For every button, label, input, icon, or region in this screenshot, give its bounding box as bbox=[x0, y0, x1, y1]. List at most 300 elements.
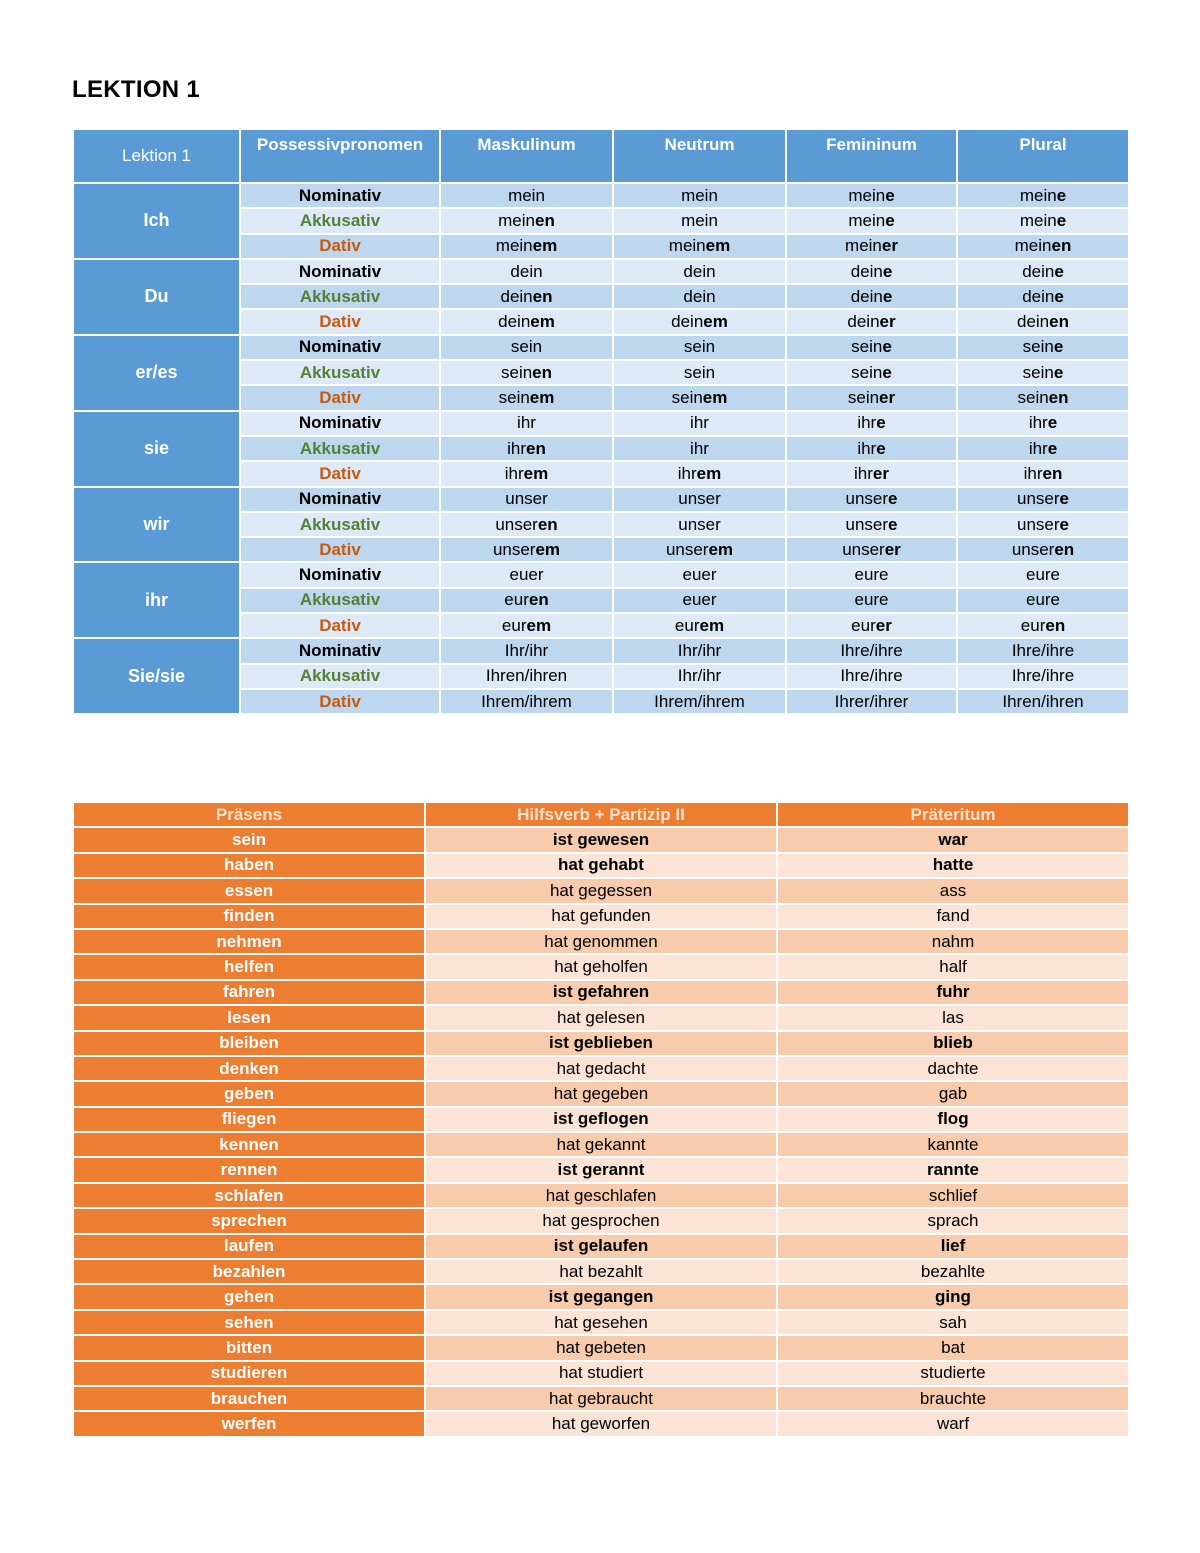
pronoun-cell bbox=[440, 411, 613, 436]
case-cell bbox=[240, 487, 440, 512]
infinitive-cell: denken bbox=[73, 1056, 425, 1081]
pronoun-stem: sein bbox=[851, 362, 883, 382]
pronoun-cell bbox=[786, 234, 957, 259]
pronoun-stem: eur bbox=[851, 615, 876, 635]
perfect-cell: ist geflogen bbox=[425, 1107, 777, 1132]
pronoun-cell bbox=[786, 259, 957, 284]
pronoun-stem: eur bbox=[501, 615, 527, 635]
pronoun-cell bbox=[613, 259, 786, 284]
table-row bbox=[73, 1411, 1129, 1436]
pronoun-stem: sein bbox=[847, 388, 880, 408]
perfect-cell: hat gegessen bbox=[425, 878, 777, 903]
pronoun-cell bbox=[786, 208, 957, 233]
pronoun-cell bbox=[786, 537, 957, 562]
pronoun-cell bbox=[613, 664, 786, 689]
table-row bbox=[73, 638, 1129, 663]
pronoun-ending: e bbox=[1059, 514, 1069, 534]
pronoun-cell bbox=[613, 411, 786, 436]
pronoun-stem: unser bbox=[1011, 539, 1055, 559]
case-cell bbox=[240, 234, 440, 259]
pronoun-stem: mein bbox=[848, 210, 886, 230]
pronoun-stem: Ihre/ihre bbox=[1011, 666, 1075, 686]
preterite-cell: nahm bbox=[777, 929, 1129, 954]
table-row bbox=[73, 411, 1129, 436]
pronoun-stem: dein bbox=[683, 261, 716, 281]
perfect-cell: hat bezahlt bbox=[425, 1259, 777, 1284]
pronoun-cell bbox=[613, 183, 786, 208]
case-label: Nominativ bbox=[298, 640, 382, 660]
infinitive-cell: laufen bbox=[73, 1234, 425, 1259]
case-label: Dativ bbox=[319, 615, 361, 635]
pronoun-cell bbox=[786, 436, 957, 461]
pronoun-ending: e bbox=[1053, 362, 1064, 382]
pronoun-ending: em bbox=[526, 615, 552, 635]
column-header: Plural bbox=[957, 129, 1129, 183]
infinitive-cell: gehen bbox=[73, 1284, 425, 1309]
pronoun-stem: sein bbox=[851, 337, 883, 357]
pronoun-cell bbox=[613, 689, 786, 714]
column-header: Hilfsverb + Partizip II bbox=[425, 802, 777, 827]
case-cell bbox=[240, 638, 440, 663]
pronoun-cell bbox=[957, 537, 1129, 562]
pronoun-cell bbox=[440, 664, 613, 689]
column-header: Femininum bbox=[786, 129, 957, 183]
case-label: Akkusativ bbox=[299, 286, 381, 306]
pronoun-stem: dein bbox=[498, 312, 531, 332]
perfect-cell: ist gelaufen bbox=[425, 1234, 777, 1259]
pronoun-ending: en bbox=[537, 514, 558, 534]
infinitive-cell: sein bbox=[73, 827, 425, 852]
pronoun-cell bbox=[440, 436, 613, 461]
person-cell: Sie/sie bbox=[73, 638, 240, 714]
pronoun-cell bbox=[786, 335, 957, 360]
pronoun-stem: dein bbox=[1022, 286, 1055, 306]
pronoun-cell bbox=[613, 512, 786, 537]
table-row bbox=[73, 1310, 1129, 1335]
case-label: Nominativ bbox=[298, 565, 382, 585]
infinitive-cell: bleiben bbox=[73, 1031, 425, 1056]
case-label: Dativ bbox=[319, 312, 361, 332]
pronoun-stem: ihr bbox=[1023, 463, 1043, 483]
pronoun-cell bbox=[957, 335, 1129, 360]
preterite-cell: kannte bbox=[777, 1132, 1129, 1157]
preterite-cell: gab bbox=[777, 1081, 1129, 1106]
preterite-cell: schlief bbox=[777, 1183, 1129, 1208]
pronoun-cell bbox=[613, 461, 786, 486]
table-row bbox=[73, 487, 1129, 512]
pronoun-ending: e bbox=[888, 489, 898, 509]
pronoun-ending: em bbox=[532, 236, 558, 256]
infinitive-cell: bitten bbox=[73, 1335, 425, 1360]
table-row bbox=[73, 1284, 1129, 1309]
pronoun-cell bbox=[786, 309, 957, 334]
pronoun-cell bbox=[786, 183, 957, 208]
case-label: Nominativ bbox=[298, 489, 382, 509]
pronoun-stem: mein bbox=[1014, 236, 1052, 256]
pronoun-stem: euer bbox=[682, 565, 717, 585]
pronoun-stem: ihr bbox=[517, 413, 536, 433]
pronoun-cell bbox=[786, 360, 957, 385]
table-row bbox=[73, 1335, 1129, 1360]
preterite-cell: bezahlte bbox=[777, 1259, 1129, 1284]
perfect-cell: ist gewesen bbox=[425, 827, 777, 852]
pronoun-stem: dein bbox=[850, 286, 883, 306]
pronoun-stem: mein bbox=[495, 236, 533, 256]
case-cell bbox=[240, 512, 440, 537]
pronoun-ending: er bbox=[881, 236, 898, 256]
pronoun-stem: mein bbox=[498, 210, 535, 230]
perfect-cell: hat gehabt bbox=[425, 853, 777, 878]
table-row bbox=[73, 929, 1129, 954]
pronoun-stem: sein bbox=[671, 388, 703, 408]
pronoun-ending: em bbox=[705, 236, 731, 256]
pronoun-stem: sein bbox=[498, 388, 530, 408]
pronoun-cell bbox=[613, 360, 786, 385]
pronoun-stem: eur bbox=[504, 590, 529, 610]
case-label: Dativ bbox=[319, 388, 361, 408]
perfect-cell: ist gegangen bbox=[425, 1284, 777, 1309]
perfect-cell: ist geblieben bbox=[425, 1031, 777, 1056]
pronoun-cell bbox=[957, 638, 1129, 663]
pronoun-stem: ihr bbox=[857, 438, 877, 458]
pronoun-cell bbox=[957, 411, 1129, 436]
perfect-cell: hat gekannt bbox=[425, 1132, 777, 1157]
pronoun-cell bbox=[440, 234, 613, 259]
perfect-cell: ist gerannt bbox=[425, 1157, 777, 1182]
table-row bbox=[73, 1234, 1129, 1259]
infinitive-cell: brauchen bbox=[73, 1386, 425, 1411]
pronoun-ending: e bbox=[882, 261, 893, 281]
perfect-cell: hat gegeben bbox=[425, 1081, 777, 1106]
column-header: Präteritum bbox=[777, 802, 1129, 827]
pronoun-cell bbox=[440, 335, 613, 360]
case-cell bbox=[240, 664, 440, 689]
pronoun-stem: ihr bbox=[854, 463, 873, 483]
case-cell bbox=[240, 183, 440, 208]
preterite-cell: blieb bbox=[777, 1031, 1129, 1056]
pronoun-ending: er bbox=[875, 615, 892, 635]
preterite-cell: studierte bbox=[777, 1361, 1129, 1386]
pronoun-stem: Ihr/ihr bbox=[677, 666, 722, 686]
case-label: Akkusativ bbox=[299, 362, 381, 382]
pronoun-ending: en bbox=[532, 362, 553, 382]
pronoun-stem: unser bbox=[845, 489, 889, 509]
perfect-cell: hat gebraucht bbox=[425, 1386, 777, 1411]
pronoun-ending: em bbox=[699, 615, 725, 635]
pronoun-ending: e bbox=[1056, 210, 1067, 230]
pronoun-cell bbox=[440, 562, 613, 587]
pronoun-ending: en bbox=[1048, 388, 1069, 408]
pronoun-cell bbox=[786, 664, 957, 689]
pronoun-ending: e bbox=[882, 362, 892, 382]
preterite-cell: bat bbox=[777, 1335, 1129, 1360]
pronoun-cell bbox=[957, 259, 1129, 284]
pronoun-cell bbox=[440, 537, 613, 562]
case-cell bbox=[240, 461, 440, 486]
pronoun-ending: e bbox=[876, 438, 886, 458]
table-row bbox=[73, 1005, 1129, 1030]
perfect-cell: hat studiert bbox=[425, 1361, 777, 1386]
column-header: Possessivpronomen bbox=[240, 129, 440, 183]
pronoun-stem: unser bbox=[845, 514, 889, 534]
pronoun-stem: euer bbox=[682, 590, 717, 610]
pronoun-stem: sein bbox=[1022, 337, 1054, 357]
case-label: Akkusativ bbox=[299, 590, 381, 610]
pronoun-stem: Ihre/ihre bbox=[840, 666, 903, 686]
pronoun-stem: ihr bbox=[690, 438, 709, 458]
perfect-cell: hat gedacht bbox=[425, 1056, 777, 1081]
pronoun-ending: e bbox=[885, 185, 895, 205]
pronoun-ending: e bbox=[885, 210, 895, 230]
pronoun-ending: en bbox=[532, 286, 553, 306]
perfect-cell: hat geworfen bbox=[425, 1411, 777, 1436]
column-header: Maskulinum bbox=[440, 129, 613, 183]
pronoun-stem: sein bbox=[1022, 362, 1054, 382]
case-label: Dativ bbox=[319, 236, 361, 256]
case-cell bbox=[240, 537, 440, 562]
pronoun-cell bbox=[613, 234, 786, 259]
pronoun-cell bbox=[613, 613, 786, 638]
infinitive-cell: rennen bbox=[73, 1157, 425, 1182]
case-label: Akkusativ bbox=[299, 210, 381, 230]
infinitive-cell: werfen bbox=[73, 1411, 425, 1436]
case-cell bbox=[240, 588, 440, 613]
pronoun-cell bbox=[786, 461, 957, 486]
pronoun-cell bbox=[786, 385, 957, 410]
preterite-cell: war bbox=[777, 827, 1129, 852]
case-label: Dativ bbox=[319, 691, 361, 711]
pronoun-cell bbox=[957, 588, 1129, 613]
preterite-cell: sprach bbox=[777, 1208, 1129, 1233]
pronoun-cell bbox=[957, 234, 1129, 259]
perfect-cell: ist gefahren bbox=[425, 980, 777, 1005]
pronoun-stem: unser bbox=[842, 539, 885, 559]
pronoun-ending: e bbox=[1053, 337, 1064, 357]
pronoun-cell bbox=[440, 208, 613, 233]
preterite-cell: fand bbox=[777, 904, 1129, 929]
pronoun-ending: e bbox=[888, 514, 898, 534]
preterite-cell: las bbox=[777, 1005, 1129, 1030]
pronoun-stem: dein bbox=[1022, 261, 1055, 281]
pronoun-ending: e bbox=[882, 286, 893, 306]
pronoun-stem: sein bbox=[1017, 388, 1049, 408]
pronoun-stem: unser bbox=[495, 514, 538, 534]
perfect-cell: hat gesehen bbox=[425, 1310, 777, 1335]
pronoun-cell bbox=[440, 689, 613, 714]
table-row bbox=[73, 1361, 1129, 1386]
case-label: Akkusativ bbox=[299, 438, 381, 458]
pronoun-stem: Ihre/ihre bbox=[1011, 640, 1075, 660]
verb-forms-table bbox=[72, 801, 1130, 1438]
infinitive-cell: fahren bbox=[73, 980, 425, 1005]
person-cell: Ich bbox=[73, 183, 240, 259]
case-label: Dativ bbox=[319, 463, 361, 483]
case-cell bbox=[240, 208, 440, 233]
column-header: Lektion 1 bbox=[73, 129, 240, 183]
pronoun-ending: e bbox=[1059, 489, 1069, 509]
pronoun-cell bbox=[957, 664, 1129, 689]
case-label: Dativ bbox=[319, 539, 361, 559]
person-cell: Du bbox=[73, 259, 240, 335]
table-row bbox=[73, 1183, 1129, 1208]
case-cell bbox=[240, 562, 440, 587]
infinitive-cell: lesen bbox=[73, 1005, 425, 1030]
preterite-cell: ass bbox=[777, 878, 1129, 903]
pronoun-cell bbox=[786, 638, 957, 663]
pronoun-cell bbox=[440, 512, 613, 537]
pronoun-ending: en bbox=[1049, 312, 1069, 332]
pronoun-cell bbox=[957, 208, 1129, 233]
pronoun-stem: mein bbox=[681, 210, 718, 230]
perfect-cell: hat geschlafen bbox=[425, 1183, 777, 1208]
pronoun-cell bbox=[613, 588, 786, 613]
preterite-cell: dachte bbox=[777, 1056, 1129, 1081]
preterite-cell: ging bbox=[777, 1284, 1129, 1309]
pronoun-cell bbox=[440, 461, 613, 486]
infinitive-cell: finden bbox=[73, 904, 425, 929]
infinitive-cell: bezahlen bbox=[73, 1259, 425, 1284]
case-cell bbox=[240, 309, 440, 334]
pronoun-stem: dein bbox=[671, 312, 704, 332]
perfect-cell: hat geholfen bbox=[425, 954, 777, 979]
case-cell bbox=[240, 411, 440, 436]
person-cell: sie bbox=[73, 411, 240, 487]
pronoun-cell bbox=[786, 613, 957, 638]
pronoun-cell bbox=[613, 436, 786, 461]
pronoun-stem: mein bbox=[848, 185, 886, 205]
case-label: Nominativ bbox=[298, 185, 382, 205]
table-header-row bbox=[73, 802, 1129, 827]
pronoun-stem: unser bbox=[678, 489, 721, 509]
pronoun-stem: dein bbox=[683, 286, 716, 306]
pronoun-stem: mein bbox=[681, 185, 718, 205]
pronoun-stem: unser bbox=[665, 539, 709, 559]
pronoun-cell bbox=[613, 537, 786, 562]
infinitive-cell: essen bbox=[73, 878, 425, 903]
pronoun-cell bbox=[613, 638, 786, 663]
pronoun-stem: ihr bbox=[1028, 413, 1048, 433]
person-cell: wir bbox=[73, 487, 240, 563]
case-label: Akkusativ bbox=[299, 666, 381, 686]
pronoun-stem: eure bbox=[1025, 590, 1061, 610]
perfect-cell: hat genommen bbox=[425, 929, 777, 954]
pronoun-cell bbox=[613, 335, 786, 360]
pronoun-ending: em bbox=[696, 463, 722, 483]
pronoun-cell bbox=[957, 613, 1129, 638]
case-cell bbox=[240, 259, 440, 284]
pronoun-ending: er bbox=[879, 388, 896, 408]
preterite-cell: sah bbox=[777, 1310, 1129, 1335]
pronoun-stem: dein bbox=[850, 261, 883, 281]
infinitive-cell: haben bbox=[73, 853, 425, 878]
pronoun-stem: dein bbox=[500, 286, 533, 306]
table-row bbox=[73, 853, 1129, 878]
pronoun-ending: en bbox=[535, 210, 555, 230]
table-row bbox=[73, 1031, 1129, 1056]
pronoun-ending: em bbox=[523, 463, 549, 483]
table-row bbox=[73, 335, 1129, 360]
infinitive-cell: studieren bbox=[73, 1361, 425, 1386]
person-cell: ihr bbox=[73, 562, 240, 638]
pronoun-cell bbox=[440, 284, 613, 309]
pronoun-cell bbox=[957, 512, 1129, 537]
pronoun-ending: en bbox=[1054, 539, 1075, 559]
pronoun-stem: Ihren/ihren bbox=[1002, 691, 1084, 711]
perfect-cell: hat gesprochen bbox=[425, 1208, 777, 1233]
infinitive-cell: sprechen bbox=[73, 1208, 425, 1233]
pronoun-ending: em bbox=[530, 312, 555, 332]
pronoun-ending: e bbox=[1054, 261, 1064, 281]
pronoun-cell bbox=[440, 385, 613, 410]
table-row bbox=[73, 904, 1129, 929]
pronoun-stem: Ihr/ihr bbox=[504, 640, 549, 660]
pronoun-ending: em bbox=[703, 312, 728, 332]
pronoun-ending: en bbox=[1042, 463, 1063, 483]
pronoun-cell bbox=[957, 562, 1129, 587]
pronoun-cell bbox=[957, 360, 1129, 385]
pronoun-stem: sein bbox=[500, 362, 533, 382]
pronoun-cell bbox=[957, 385, 1129, 410]
pronoun-cell bbox=[786, 562, 957, 587]
pronoun-stem: eure bbox=[854, 590, 889, 610]
pronoun-ending: e bbox=[1056, 185, 1067, 205]
case-cell bbox=[240, 385, 440, 410]
pronoun-cell bbox=[957, 284, 1129, 309]
page-title: LEKTION 1 bbox=[72, 76, 201, 103]
case-cell bbox=[240, 613, 440, 638]
table-row bbox=[73, 827, 1129, 852]
pronoun-stem: unser bbox=[678, 514, 721, 534]
pronoun-cell bbox=[957, 487, 1129, 512]
pronoun-ending: er bbox=[872, 463, 889, 483]
pronoun-cell bbox=[440, 487, 613, 512]
pronoun-stem: mein bbox=[508, 185, 545, 205]
infinitive-cell: fliegen bbox=[73, 1107, 425, 1132]
pronoun-cell bbox=[786, 411, 957, 436]
table-row bbox=[73, 1107, 1129, 1132]
pronoun-stem: mein bbox=[1019, 185, 1057, 205]
preterite-cell: brauchte bbox=[777, 1386, 1129, 1411]
pronoun-ending: e bbox=[882, 337, 892, 357]
case-cell bbox=[240, 360, 440, 385]
pronoun-ending: en bbox=[528, 590, 549, 610]
pronoun-cell bbox=[613, 309, 786, 334]
pronoun-cell bbox=[440, 588, 613, 613]
table-row bbox=[73, 980, 1129, 1005]
pronoun-ending: er bbox=[879, 312, 896, 332]
pronoun-ending: e bbox=[1047, 413, 1058, 433]
pronoun-cell bbox=[957, 309, 1129, 334]
table-row bbox=[73, 1259, 1129, 1284]
table-header-row bbox=[73, 129, 1129, 183]
table-row bbox=[73, 1208, 1129, 1233]
pronoun-cell bbox=[613, 385, 786, 410]
pronoun-stem: dein bbox=[510, 261, 543, 281]
pronoun-ending: em bbox=[529, 388, 555, 408]
case-label: Akkusativ bbox=[299, 514, 381, 534]
pronoun-stem: eur bbox=[1020, 615, 1046, 635]
pronoun-cell bbox=[957, 436, 1129, 461]
pronoun-cell bbox=[440, 309, 613, 334]
pronoun-stem: Ihr/ihr bbox=[677, 640, 722, 660]
table-row bbox=[73, 954, 1129, 979]
pronoun-stem: unser bbox=[1017, 489, 1060, 509]
table-row bbox=[73, 259, 1129, 284]
table-row bbox=[73, 562, 1129, 587]
person-cell: er/es bbox=[73, 335, 240, 411]
pronoun-cell bbox=[613, 562, 786, 587]
pronoun-stem: Ihren/ihren bbox=[485, 666, 568, 686]
